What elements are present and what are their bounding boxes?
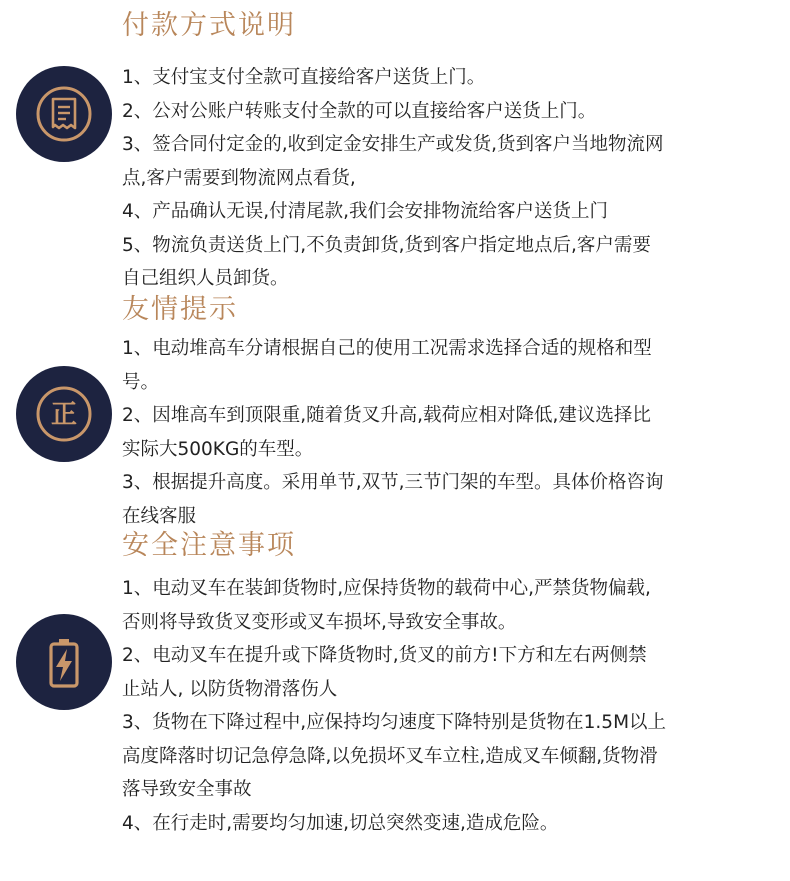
safety-line: 3、货物在下降过程中,应保持均匀速度下降特别是货物在1.5M以上 [122,712,667,733]
safety-line: 否则将导致货叉变形或叉车损坏,导致安全事故。 [122,611,517,633]
payment-title: 付款方式说明 [122,10,296,41]
safety-line: 4、在行走时,需要均匀加速,切总突然变速,造成危险。 [122,812,559,834]
safety-line: 止站人, 以防货物滑落伤人 [122,678,338,700]
tips-line: 3、根据提升高度。采用单节,双节,三节门架的车型。具体价格咨询 [122,472,664,493]
seal-char: 正 [50,400,78,430]
tips-title: 友情提示 [122,294,238,325]
payment-line: 4、产品确认无误,付清尾款,我们会安排物流给客户送货上门 [122,201,609,222]
tips-line: 实际大500KG的车型。 [122,438,314,460]
payment-line: 3、签合同付定金的,收到定金安排生产或发货,货到客户当地物流网 [122,134,664,155]
seal-icon [34,384,94,444]
battery-bolt-icon [34,632,94,692]
payment-line: 1、支付宝支付全款可直接给客户送货上门。 [122,67,486,88]
payment-line: 2、公对公账户转账支付全款的可以直接给客户送货上门。 [122,100,597,122]
receipt-icon [34,84,94,144]
safety-line: 高度降落时切记急停急降,以免损坏叉车立柱,造成叉车倾翻,货物滑 [122,745,658,767]
tips-line: 在线客服 [122,505,197,527]
safety-line: 1、电动叉车在装卸货物时,应保持货物的载荷中心,严禁货物偏载, [122,578,651,599]
safety-line: 落导致安全事故 [122,779,252,800]
payment-line: 5、物流负责送货上门,不负责卸货,货到客户指定地点后,客户需要 [122,234,651,256]
tips-line: 号。 [122,371,160,393]
safety-line: 2、电动叉车在提升或下降货物时,货叉的前方!下方和左右两侧禁 [122,645,647,666]
payment-badge [16,66,112,162]
tips-badge [16,366,112,462]
tips-lines [122,332,782,533]
tips-line: 1、电动堆高车分请根据自己的使用工况需求选择合适的规格和型 [122,338,652,359]
payment-line: 自己组织人员卸货。 [122,268,289,289]
payment-line: 点,客户需要到物流网点看货, [122,167,356,189]
safety-lines [122,572,782,840]
safety-title: 安全注意事项 [122,530,296,561]
tips-line: 2、因堆高车到顶限重,随着货叉升高,载荷应相对降低,建议选择比 [122,405,651,426]
safety-badge [16,614,112,710]
payment-lines [122,61,782,296]
